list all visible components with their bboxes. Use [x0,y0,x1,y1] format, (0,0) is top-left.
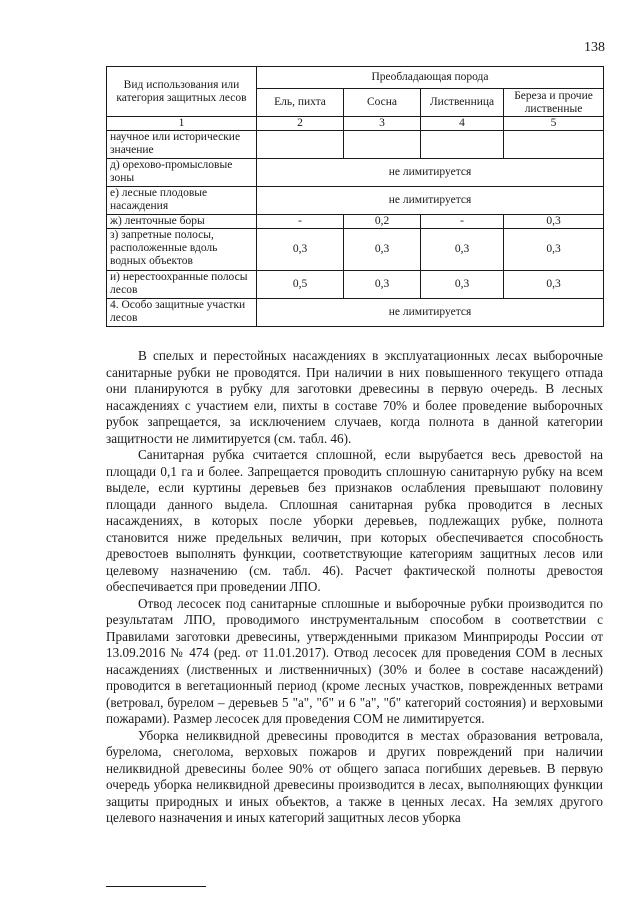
table-cell [504,131,604,159]
not-limited-cell: не лимитируется [257,187,604,215]
table-row [107,215,604,229]
table-cell: - [421,215,504,229]
column-number: 4 [421,117,504,131]
table-cell: 0,3 [504,215,604,229]
paragraph: Санитарная рубка считается сплошной, если вырубается весь древостой на площади 0,1 га и более. Запрещается проводить сплошную санитарную рубку на всем выделе, если куртины деревьев без признаков ослабления превышают половину площади данного выдела. Сплошная санитарная рубка проводится в лесных насаждениях, в которых после уборки деревьев, подлежащих рубке, полнота становится ниже предельных величин, при которых обеспечивается способность древостоев выполнять функции, соответствующие категориям защитных лесов или целевому назначению (см. табл. 46). Расчет фактической полноты древостоя обеспечивается при проведении ЛПО. [106,447,603,594]
column-number: 1 [107,117,257,131]
table-cell: 0,3 [344,271,421,299]
header-dominant-species: Преобладающая порода [257,67,604,89]
row-label: д) орехово-промысловые зоны [107,159,257,187]
header-larch: Лиственница [421,89,504,117]
table-cell [421,131,504,159]
row-label: з) запретные полосы, расположенные вдоль водных объектов [107,229,257,271]
page-number: 138 [584,40,605,55]
table-cell: 0,3 [344,229,421,271]
table-cell: 0,3 [421,271,504,299]
row-label: 4. Особо защитные участки лесов [107,299,257,327]
paragraph: Отвод лесосек под санитарные сплошные и выборочные рубки производится по результатам ЛПО, проводимого инструментальным способом в соответствии с Правилами заготовки древесины, утвержденными приказом Минприроды России от 13.09.2016 № 474 (ред. от 11.01.2017). Отвод лесосек для проведения СОМ в лесных насаждениях (лиственных и лиственничных) (30% и более в составе насаждений) проводится в вегетационный период (кроме лесных участков, поврежденных ветрами (ветровал, бурелом – деревьев 5 "а", "б" и 6 "а", "б" категорий состояния) и верховыми пожарами). Размер лесосек для проведения СОМ не лимитируется. [106,595,603,726]
table-cell: - [257,215,344,229]
paragraph: В спелых и перестойных насаждениях в эксплуатационных лесах выборочные санитарные рубки не проводятся. При наличии в них повышенного текущего отпада они планируются в рубку для заготовки древесины в первую очередь. В лесных насаждениях с участием ели, пихты в составе 70% и более проведение выборочных рубок запрещается, за исключением случаев, когда полнота в данной категории защитности не лимитируется (см. табл. 46). [106,348,603,446]
table-cell [344,131,421,159]
table-cell: 0,3 [504,229,604,271]
table-cell [257,131,344,159]
table-row [107,187,604,215]
table-cell: 0,3 [504,271,604,299]
row-label: научное или исторические значение [107,131,257,159]
table-cell: 0,5 [257,271,344,299]
header-spruce-fir: Ель, пихта [257,89,344,117]
table-row [107,271,604,299]
table-cell: 0,3 [421,229,504,271]
row-label: ж) ленточные боры [107,215,257,229]
not-limited-cell: не лимитируется [257,299,604,327]
row-label: и) нерестоохранные полосы лесов [107,271,257,299]
table-row [107,159,604,187]
table-cell: 0,3 [257,229,344,271]
footnote-rule [106,886,206,887]
row-label: е) лесные плодовые насаждения [107,187,257,215]
header-usage-category: Вид использования или категория защитных лесов [107,67,257,117]
paragraph: Уборка неликвидной древесины проводится в местах образования ветровала, бурелома, снеголома, верховых пожаров и других повреждений при наличии неликвидной древесины более 90% от общего запаса погибших деревьев. В первую очередь уборка неликвидной древесины производится в лесах, выполняющих функции защиты природных и иных объектов, а также в ценных лесах. На землях другого целевого назначения и иных категорий защитных лесов уборка [106,727,603,825]
table-row [107,299,604,327]
header-pine: Сосна [344,89,421,117]
cutting-intensity-table [106,66,604,327]
not-limited-cell: не лимитируется [257,159,604,187]
body-text [106,348,603,827]
column-number: 2 [257,117,344,131]
table-row [107,229,604,271]
column-number: 3 [344,117,421,131]
column-number: 5 [504,117,604,131]
header-birch-deciduous: Береза и прочие лиственные [504,89,604,117]
table-row [107,131,604,159]
table-cell: 0,2 [344,215,421,229]
